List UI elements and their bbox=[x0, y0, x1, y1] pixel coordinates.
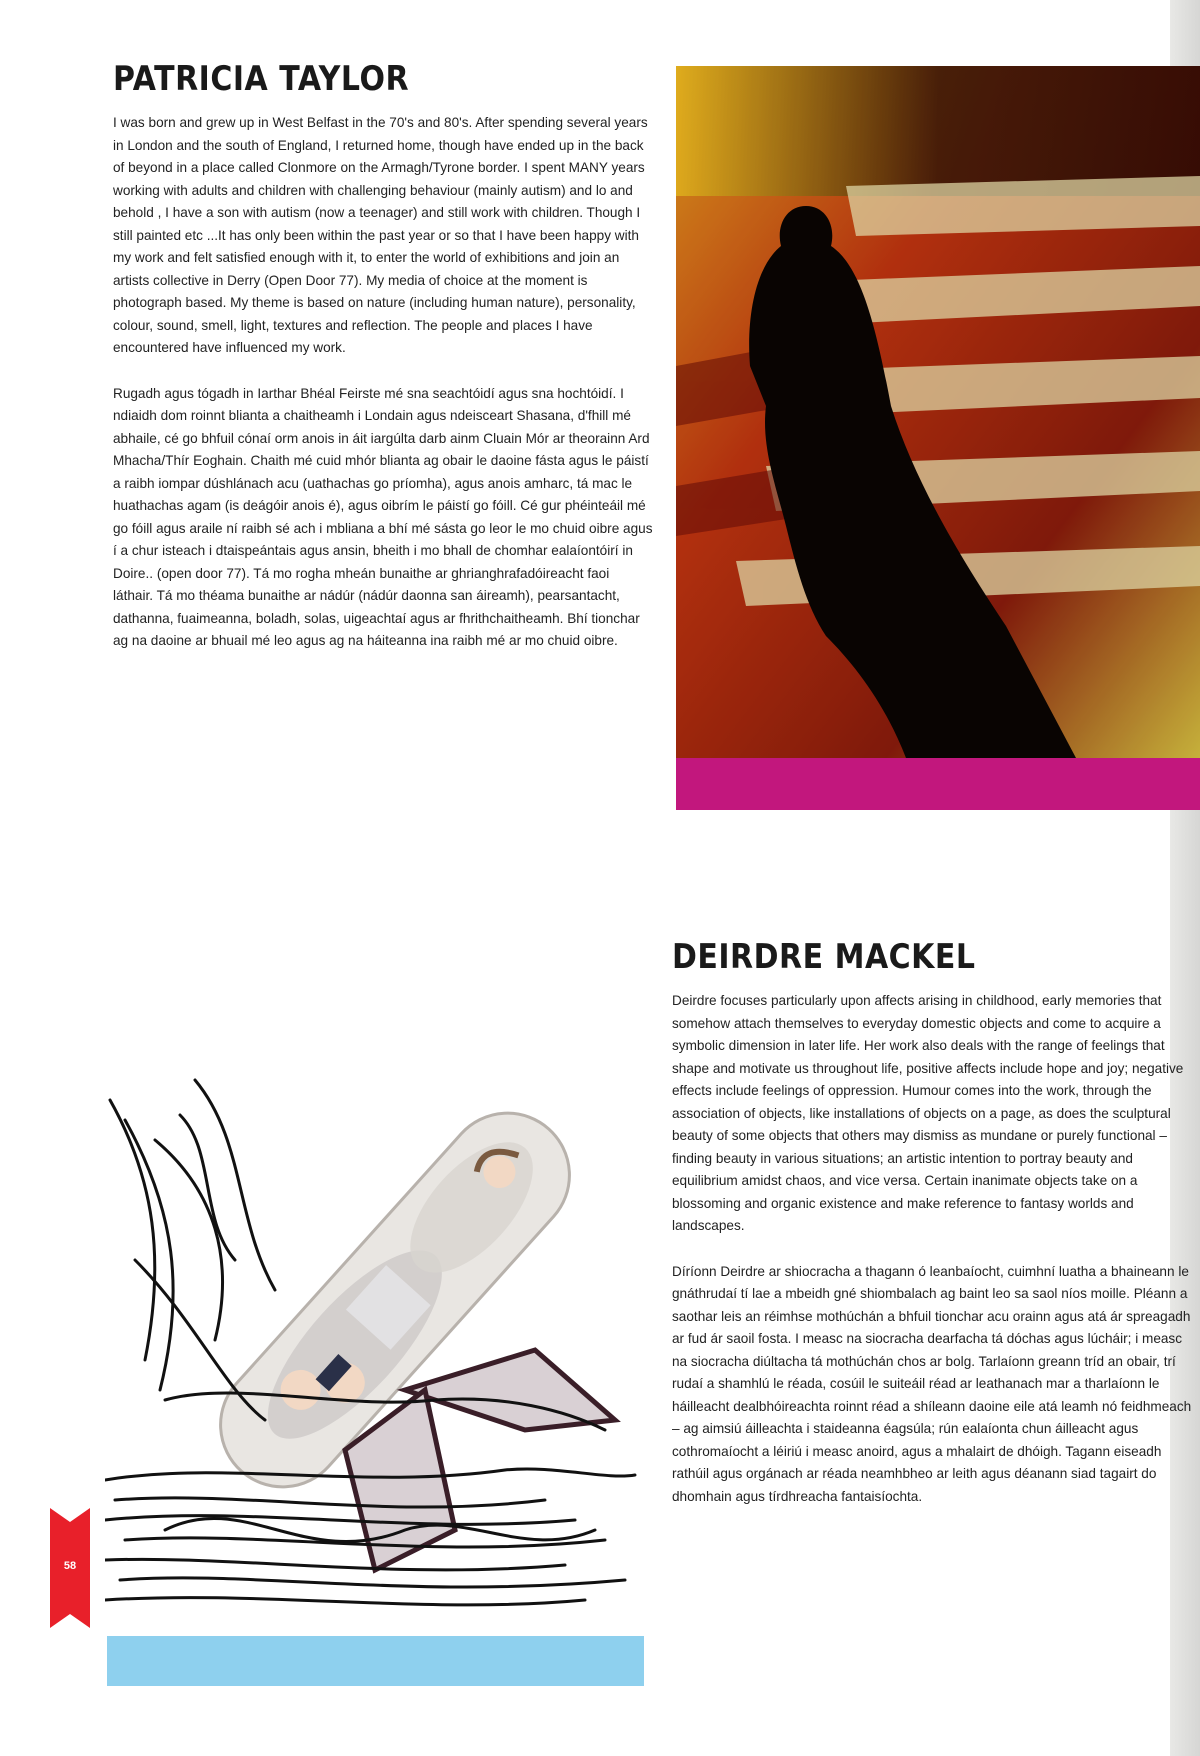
bio-deirdre-mackel bbox=[672, 990, 1200, 1531]
artwork-collage-drawing bbox=[105, 1060, 645, 1620]
artist-name-patricia-taylor: PATRICIA TAYLOR bbox=[113, 60, 410, 100]
magenta-color-band bbox=[676, 758, 1200, 810]
bio-english-patricia-taylor: I was born and grew up in West Belfast in the 70's and 80's. After spending several years in London and the south of England, I returned home, though have ended up in the back of beyond in a place called Clonmore on the Armagh/Tyrone border. I spent MANY years working with adults and children with challenging behaviour (mainly autism) and lo and behold , I have a son with autism (now a teenager) and still work with children. Though I still painted etc ...It has only been within the past year or so that I have been happy with my work and felt satisfied enough with it, to enter the world of exhibitions and join an artists collective in Derry (Open Door 77). My media of choice at the moment is photograph based. My theme is based on nature (including human nature), personality, colour, sound, smell, light, textures and reflection. The people and places I have encountered have influenced my work. bbox=[113, 115, 648, 355]
light-blue-color-band bbox=[107, 1636, 644, 1686]
collage-artwork-image bbox=[105, 1060, 645, 1620]
bio-english-deirdre-mackel: Deirdre focuses particularly upon affects arising in childhood, early memories that somehow attach themselves to everyday domestic objects and come to acquire a symbolic dimension in later life. Her work also deals with the range of feelings that shape and motivate us throughout life, positive affects include hope and joy; negative effects include feelings of oppression. Humour comes into the work, through the association of objects, like installations of objects on a page, as does the sculptural beauty of some objects that others may dismiss as mundane or purely functional – finding beauty in various situations; an artistic intention to portray beauty and equilibrium amidst chaos, and vice versa. Certain inanimate objects take on a blossoming and organic existence and make reference to fantasy worlds and landscapes. bbox=[672, 993, 1184, 1233]
bio-irish-deirdre-mackel: Díríonn Deirdre ar shiocracha a thagann ó leanbaíocht, cuimhní luatha a bhaineann le gnáthrudaí tí lae a mbeidh gné shiombalach ag baint leo sa saol níos moille. Pléann a saothar leis an réimhse mothúchán a bhfuil tionchar acu orainn agus atá ár spreagadh ar fud ár saoil fosta. I measc na siocracha dearfacha tá dóchas agus lúcháir; i measc na siocracha diúltacha tá mothúchán chos ar bolg. Tarlaíonn greann tríd an obair, trí rudaí a shamhlú le réada, cosúil le suiteáil réad ar leathanach mar a tharlaíonn le háilleacht dealbhóireachta roinnt réad a shíleann daoine eile atá leamh nó feidhmeach – ag aimsiú áilleachta i staideanna éagsúla; rún ealaíonta chun áilleacht agus cothromaíocht a léiriú i measc anoird, agus a mhalairt de dhóigh. Tagann eiseadh rathúil agus orgánach ar réada neamhbheo ar leith agus déanann siad tagairt do dhomhain agus tírdhreacha fantaisíochta. bbox=[672, 1263, 1192, 1504]
bio-patricia-taylor bbox=[113, 112, 653, 676]
photo-shadow-on-steps bbox=[676, 66, 1200, 758]
artist-name-deirdre-mackel: DEIRDRE MACKEL bbox=[672, 938, 976, 978]
page-number: 58 bbox=[63, 1560, 77, 1572]
shadow-photograph-image bbox=[676, 66, 1200, 758]
bio-irish-patricia-taylor: Rugadh agus tógadh in Iarthar Bhéal Feirste mé sna seachtóidí agus sna hochtóidí. I ndiaidh dom roinnt blianta a chaitheamh i Londain agus ndeisceart Shasana, d'fhill mé abhaile, cé go bhfuil cónaí orm anois in áit iargúlta darb ainm Cluain Mór ar theorainn Ard Mhacha/Thír Eoghain. Chaith mé cuid mhór blianta ag obair le daoine fásta agus le páistí a raibh iompar dúshlánach acu (uathachas go príomha), agus anois amharc, tá mac le huathachas agam (is deágóir anois é), agus oibrím le páistí go fóill. Cé gur phéinteáil mé go fóill agus araile ní raibh sé ach i mbliana a bhí mé sásta go leor le mo chuid oibre agus í a chur isteach i dtaispeántais agus ansin, bheith i mo bhall de chomhar ealaíontóirí in Doire.. (open door 77). Tá mo rogha mheán bunaithe ar ghrianghrafadóireacht faoi láthair. Tá mo théama bunaithe ar nádúr (nádúr daonna san áireamh), pearsantacht, dathanna, fuaimeanna, boladh, solas, uigeachtaí agus ar fhrithchaitheamh. Bhí tionchar ag na daoine ar bhuail mé leo agus ag na háiteanna ina raibh mé ar mo chuid oibre. bbox=[113, 385, 653, 648]
page-number-tab bbox=[50, 1508, 90, 1628]
